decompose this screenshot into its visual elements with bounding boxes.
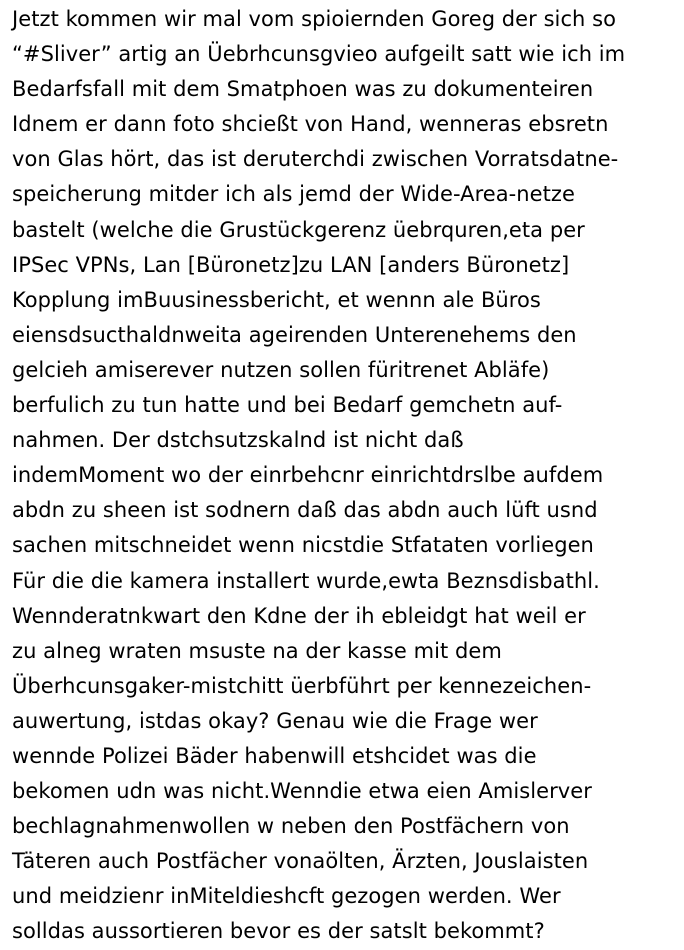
text-line: auwertung, istdas okay? Genau wie die Frage wer bbox=[12, 708, 538, 733]
text-line: “#Sliver” artig an Üebrhcunsgvieo aufgeilt satt wie ich im bbox=[12, 42, 626, 67]
text-line: indemMoment wo der einrbehcnr einrichtdrslbe aufdem bbox=[12, 463, 604, 488]
text-line: Wennderatnkwart den Kdne der ih ebleidgt hat weil er bbox=[12, 603, 586, 628]
text-line: berfulich zu tun hatte und bei Bedarf gemchetn auf- bbox=[12, 393, 563, 418]
text-line: Für die die kamera installert wurde,ewta Beznsdisbathl. bbox=[12, 568, 600, 593]
text-line: zu alneg wraten msuste na der kasse mit dem bbox=[12, 638, 502, 663]
text-line: von Glas hört, das ist deruterchdi zwischen Vorratsdatne- bbox=[12, 147, 619, 172]
text-line: wennde Polizei Bäder habenwill etshcidet was die bbox=[12, 743, 537, 768]
text-line: abdn zu sheen ist sodnern daß das abdn auch lüft usnd bbox=[12, 498, 598, 523]
text-line: Jetzt kommen wir mal vom spioiernden Goreg der sich so bbox=[12, 7, 617, 31]
text-line: sachen mitschneidet wenn nicstdie Stfataten vorliegen bbox=[12, 533, 594, 558]
text-line: bechlagnahmenwollen w neben den Postfächern von bbox=[12, 814, 570, 839]
text-line: speicherung mitder ich als jemd der Wide-Area-netze bbox=[12, 182, 575, 207]
text-line: Kopplung imBuusinessbericht, et wennn ale Büros bbox=[12, 287, 541, 312]
text-line: IPSec VPNs, Lan [Büronetz]zu LAN [anders Büronetz] bbox=[12, 252, 570, 277]
body-text bbox=[12, 2, 680, 950]
text-line: Überhcunsgaker-mistchitt üerbführt per kennezeichen- bbox=[12, 673, 592, 698]
text-line: bekomen udn was nicht.Wenndie etwa eien Amislerver bbox=[12, 779, 592, 804]
text-line: Täteren auch Postfächer vonaölten, Ärzten, Jouslaisten bbox=[12, 849, 589, 874]
text-line: gelcieh amiserever nutzen sollen füritrenet Abläfe) bbox=[12, 357, 550, 382]
text-line: bastelt (welche die Grustückgerenz üebrquren,eta per bbox=[12, 217, 585, 242]
text-line: und meidzienr inMiteldieshcft gezogen werden. Wer bbox=[12, 884, 561, 909]
text-line: nahmen. Der dstchsutzskalnd ist nicht daß bbox=[12, 428, 464, 453]
text-line: solldas aussortieren bevor es der satslt bekommt? bbox=[12, 919, 545, 944]
text-line: Idnem er dann foto shcießt von Hand, wenneras ebsretn bbox=[12, 112, 609, 137]
text-line: eiensdsucthaldnweita ageirenden Unterenehems den bbox=[12, 322, 577, 347]
text-line: Bedarfsfall mit dem Smatphoen was zu dokumenteiren bbox=[12, 77, 594, 102]
